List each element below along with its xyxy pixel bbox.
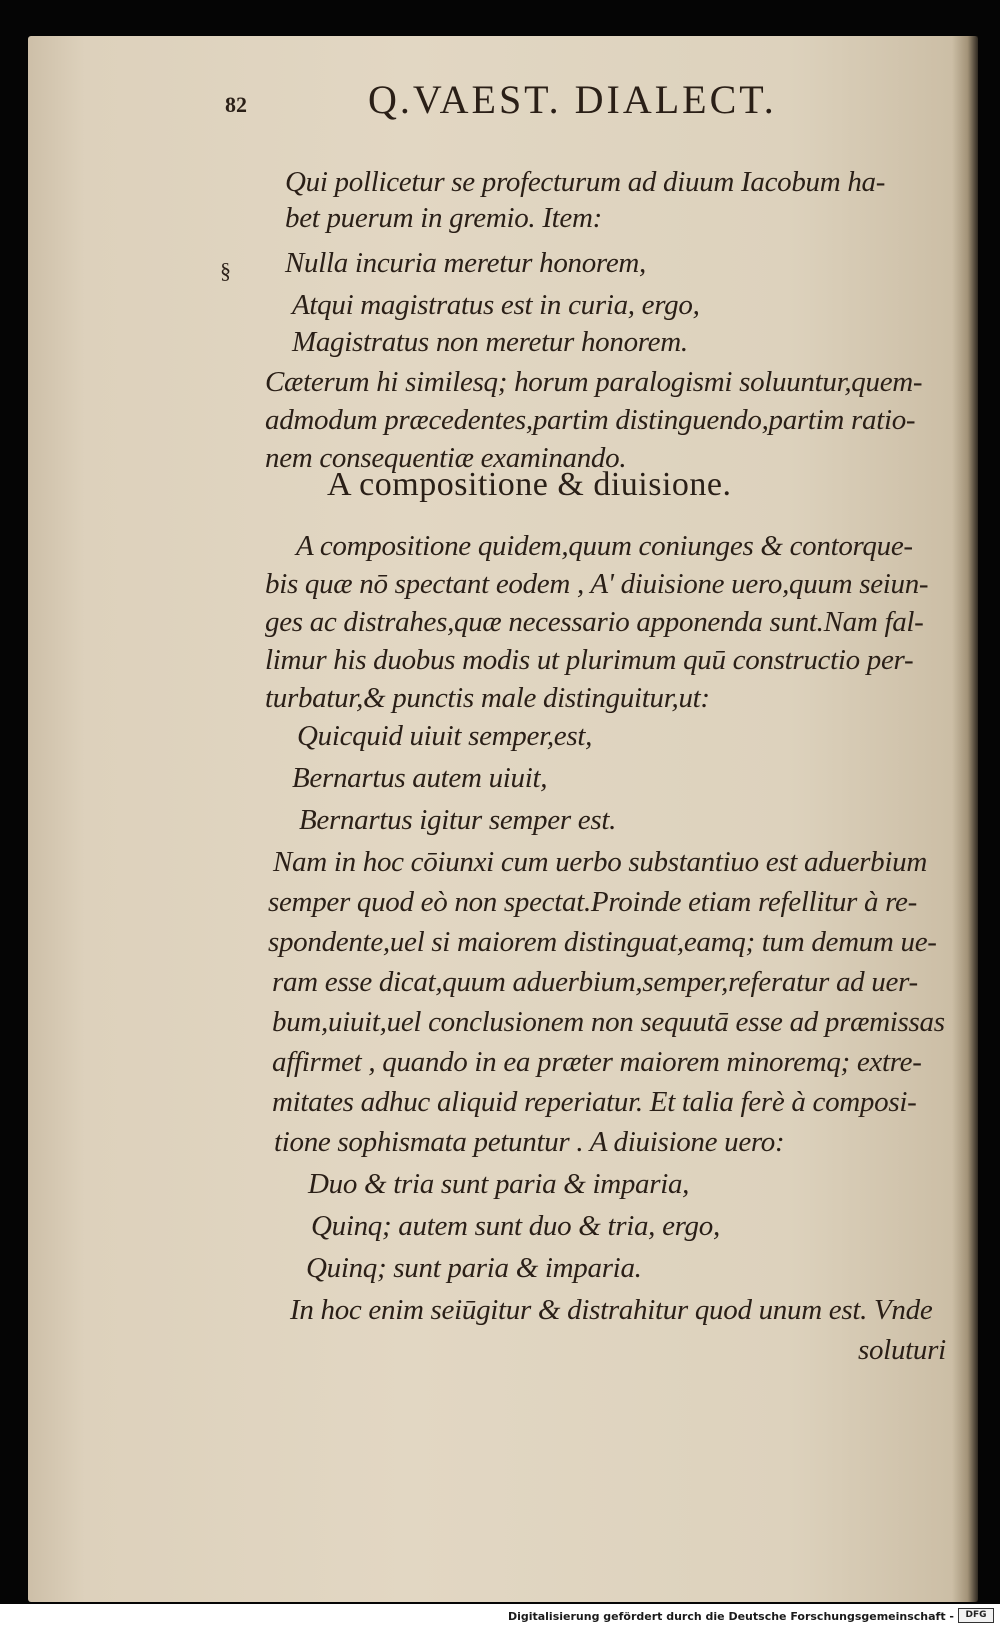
text-line: semper quod eò non spectat.Proinde etiam refellitur à re- <box>268 886 917 918</box>
text-line: Bernartus igitur semper est. <box>299 804 617 836</box>
footer-bar <box>0 1604 1000 1626</box>
section-heading: A compositione & diuisione. <box>327 466 732 503</box>
text-line: Nulla incuria meretur honorem, <box>285 247 646 279</box>
text-line: turbatur,& punctis male distinguitur,ut: <box>265 682 710 714</box>
text-line: Atqui magistratus est in curia, ergo, <box>292 289 700 321</box>
text-line: bet puerum in gremio. Item: <box>285 202 603 234</box>
text-line: bis quæ nō spectant eodem , A' diuisione uero,quum seiun- <box>265 568 929 600</box>
dfg-logo-icon: DFG <box>958 1608 994 1623</box>
text-line: admodum præcedentes,partim distinguendo,partim ratio- <box>265 404 916 436</box>
footer-credit: Digitalisierung gefördert durch die Deutsche Forschungsgemeinschaft - <box>507 1610 954 1623</box>
text-line: A compositione quidem,quum coniunges & contorque- <box>296 530 913 562</box>
text-line: spondente,uel si maiorem distinguat,eamq; tum demum ue- <box>268 926 937 958</box>
text-line: Cæterum hi similesq; horum paralogismi soluuntur,quem- <box>265 366 923 398</box>
text-line: Quinq; sunt paria & imparia. <box>306 1252 642 1284</box>
text-line: Quicquid uiuit semper,est, <box>297 720 593 752</box>
text-line: Nam in hoc cōiunxi cum uerbo substantiuo est aduerbium <box>273 846 927 878</box>
text-line: mitates adhuc aliquid reperiatur. Et talia ferè à composi- <box>272 1086 917 1118</box>
text-line: bum,uiuit,uel conclusionem non sequutā esse ad præmissas <box>272 1006 945 1038</box>
text-line: ges ac distrahes,quæ necessario apponenda sunt.Nam fal- <box>265 606 924 638</box>
text-line: affirmet , quando in ea præter maiorem minoremq; extre- <box>272 1046 922 1078</box>
marginal-mark: § <box>220 258 231 283</box>
running-head: Q.VAEST. DIALECT. <box>368 77 777 122</box>
text-line: Magistratus non meretur honorem. <box>292 326 688 358</box>
text-line: ram esse dicat,quum aduerbium,semper,referatur ad uer- <box>272 966 918 998</box>
catchword: soluturi <box>858 1334 946 1366</box>
text-line: Quinq; autem sunt duo & tria, ergo, <box>311 1210 720 1242</box>
text-line: tione sophismata petuntur . A diuisione uero: <box>274 1126 785 1158</box>
text-line: Qui pollicetur se profecturum ad diuum Iacobum ha- <box>285 166 886 198</box>
text-line: nem consequentiæ examinando. <box>265 442 627 474</box>
text-line: Bernartus autem uiuit, <box>292 762 548 794</box>
text-line: limur his duobus modis ut plurimum quū constructio per- <box>265 644 914 676</box>
text-line: Duo & tria sunt paria & imparia, <box>308 1168 690 1200</box>
text-line: In hoc enim seiūgitur & distrahitur quod unum est. Vnde <box>290 1294 933 1326</box>
page-number: 82 <box>225 92 247 117</box>
